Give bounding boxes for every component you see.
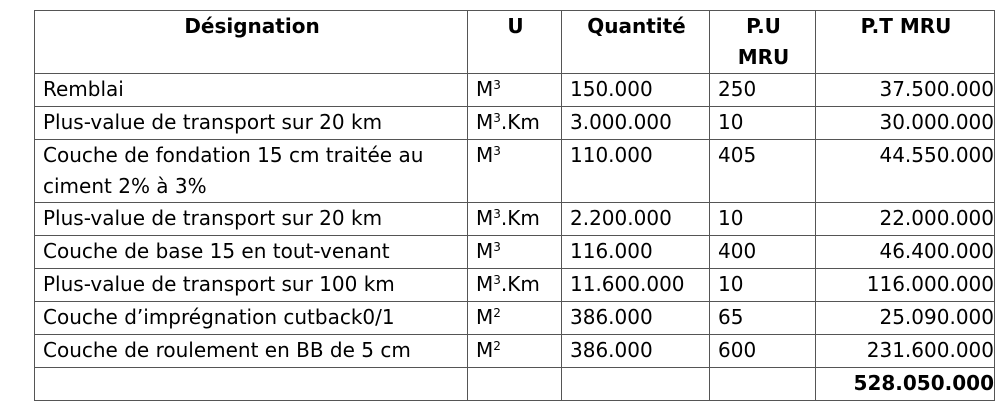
table-row (35, 203, 995, 236)
cell-designation: Plus-value de transport sur 100 km (35, 269, 468, 302)
cell-quantity: 3.000.000 (562, 107, 710, 140)
cell-designation: Plus-value de transport sur 20 km (35, 203, 468, 236)
cell-total-price: 231.600.000 (816, 335, 995, 368)
cell-quantity: 11.600.000 (562, 269, 710, 302)
cell-total-price: 22.000.000 (816, 203, 995, 236)
cell-total-price: 116.000.000 (816, 269, 995, 302)
unit-exponent: 3 (493, 111, 501, 125)
cell-unit (468, 107, 562, 140)
table-body (35, 74, 995, 368)
header-unit-price-line2: MRU (737, 45, 790, 69)
table-row (35, 140, 995, 203)
cell-unit (468, 269, 562, 302)
cell-quantity: 110.000 (562, 140, 710, 203)
cell-total-price: 30.000.000 (816, 107, 995, 140)
table-row (35, 302, 995, 335)
unit-base: M (476, 239, 494, 263)
cell-quantity: 386.000 (562, 335, 710, 368)
unit-base: M (476, 110, 494, 134)
unit-exponent: 2 (493, 306, 501, 320)
cell-unit-price: 600 (710, 335, 816, 368)
grand-total-value: 528.050.000 (816, 368, 995, 401)
cell-quantity: 116.000 (562, 236, 710, 269)
table-row (35, 107, 995, 140)
cell-designation: Plus-value de transport sur 20 km (35, 107, 468, 140)
unit-suffix: .Km (500, 272, 540, 296)
cell-quantity: 386.000 (562, 302, 710, 335)
unit-suffix: .Km (500, 206, 540, 230)
cost-table-container (34, 10, 994, 401)
unit-base: M (476, 206, 494, 230)
unit-exponent: 3 (493, 78, 501, 92)
unit-base: M (476, 143, 494, 167)
cell-unit (468, 203, 562, 236)
cell-unit-price: 250 (710, 74, 816, 107)
total-empty-designation (35, 368, 468, 401)
unit-base: M (476, 272, 494, 296)
cell-quantity: 150.000 (562, 74, 710, 107)
header-unit-price-line1: P.U (746, 14, 781, 38)
unit-exponent: 3 (493, 273, 501, 287)
cell-total-price: 46.400.000 (816, 236, 995, 269)
unit-base: M (476, 305, 494, 329)
cell-unit-price: 10 (710, 203, 816, 236)
cell-unit (468, 74, 562, 107)
cell-unit (468, 236, 562, 269)
total-row (35, 368, 995, 401)
cell-designation: Couche d’imprégnation cutback0/1 (35, 302, 468, 335)
header-unit: U (468, 11, 562, 74)
header-quantity: Quantité (562, 11, 710, 74)
cell-designation: Couche de base 15 en tout-venant (35, 236, 468, 269)
header-total-price: P.T MRU (816, 11, 995, 74)
table-row (35, 74, 995, 107)
table-row (35, 335, 995, 368)
cost-estimate-table (34, 10, 995, 401)
cell-unit-price: 405 (710, 140, 816, 203)
cell-total-price: 44.550.000 (816, 140, 995, 203)
cell-designation: Couche de fondation 15 cm traitée au ciment 2% à 3% (35, 140, 468, 203)
unit-exponent: 3 (493, 144, 501, 158)
unit-base: M (476, 338, 494, 362)
unit-exponent: 2 (493, 339, 501, 353)
total-empty-unit (468, 368, 562, 401)
header-row (35, 11, 995, 74)
unit-suffix: .Km (500, 110, 540, 134)
table-row (35, 269, 995, 302)
header-designation: Désignation (35, 11, 468, 74)
cell-unit-price: 65 (710, 302, 816, 335)
cell-unit (468, 140, 562, 203)
cell-designation: Remblai (35, 74, 468, 107)
total-empty-unit-price (710, 368, 816, 401)
cell-total-price: 25.090.000 (816, 302, 995, 335)
total-empty-quantity (562, 368, 710, 401)
unit-exponent: 3 (493, 240, 501, 254)
cell-unit-price: 400 (710, 236, 816, 269)
cell-designation: Couche de roulement en BB de 5 cm (35, 335, 468, 368)
cell-unit (468, 335, 562, 368)
cell-unit-price: 10 (710, 107, 816, 140)
cell-total-price: 37.500.000 (816, 74, 995, 107)
cell-unit (468, 302, 562, 335)
unit-base: M (476, 77, 494, 101)
cell-unit-price: 10 (710, 269, 816, 302)
header-unit-price (710, 11, 816, 74)
cell-quantity: 2.200.000 (562, 203, 710, 236)
table-row (35, 236, 995, 269)
unit-exponent: 3 (493, 207, 501, 221)
